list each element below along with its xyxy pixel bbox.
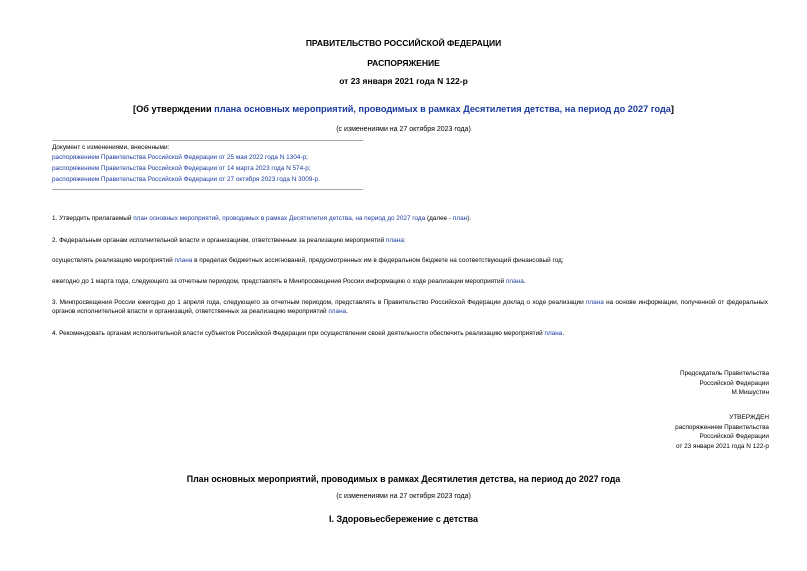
plan-short-link[interactable]: плана [585, 299, 604, 306]
section-heading: I. Здоровьесбережение с детства [328, 514, 479, 524]
plan-link[interactable]: план основных мероприятий, проводимых в рамках Десятилетия детства, на период до 2027 года [133, 215, 426, 222]
title-link[interactable]: плана основных мероприятий, проводимых в рамках Десятилетия детства, на период до 2027 года [214, 104, 671, 114]
signature-title: Председатель Правительства [680, 370, 769, 377]
plan-short-link[interactable]: плана [174, 257, 193, 264]
paragraph-3: 3. Минпросвещения России ежегодно до 1 апреля года, следующего за отчетным периодом, представлять в Правительство Российской Федерации доклад о ходе реализации плана на основе информации, полученной от федеральных органов исполнительной власти и организаций, ответственных за реализацию мероприятий плана. [52, 299, 768, 315]
plan-short-link[interactable]: плана [328, 308, 347, 315]
change-link-3[interactable]: распоряжением Правительства Российской Федерации от 27 октября 2023 года N 3009-р. [52, 176, 320, 183]
paragraph-2-sub-1: осуществлять реализацию мероприятий плана в пределах бюджетных ассигнований, предусмотренных им в федеральном бюджете на соответствующий финансовый год; [52, 257, 564, 264]
plan-short-link[interactable]: плана [544, 330, 563, 337]
paragraph-2-sub-2: ежегодно до 1 марта года, следующего за отчетным периодом, представлять в Минпросвещения России информацию о ходе реализации мероприятий плана. [52, 278, 526, 285]
signature-block [680, 369, 769, 398]
approval-heading: УТВЕРЖДЕН [729, 414, 769, 421]
document-type: РАСПОРЯЖЕНИЕ [367, 58, 440, 68]
signature-name: М.Мишустин [731, 389, 769, 396]
title-open: [Об утверждении [133, 104, 215, 114]
paragraph-1: 1. Утвердить прилагаемый план основных мероприятий, проводимых в рамках Десятилетия детства, на период до 2027 года (далее - план). [52, 215, 472, 222]
document-date-number: от 23 января 2021 года N 122-р [339, 76, 468, 86]
change-link-2[interactable]: распоряжением Правительства Российской Федерации от 14 марта 2023 года N 574-р; [52, 165, 311, 172]
paragraph-4: 4. Рекомендовать органам исполнительной власти субъектов Российской Федерации при осуществлении своей деятельности обеспечить реализацию мероприятий плана. [52, 330, 565, 337]
changes-intro: Документ с изменениями, внесенными: [52, 144, 170, 151]
changes-bottom-rule [52, 189, 363, 190]
plan-short-link[interactable]: плана [385, 237, 404, 244]
approval-block [675, 413, 769, 451]
paragraph-2: 2. Федеральным органам исполнительной власти и организациям, ответственным за реализацию мероприятий плана: [52, 237, 406, 244]
plan-short-link[interactable]: план [452, 215, 468, 222]
change-link-1[interactable]: распоряжением Правительства Российской Федерации от 25 мая 2022 года N 1304-р; [52, 154, 308, 161]
changes-top-rule [52, 140, 363, 141]
plan-title: План основных мероприятий, проводимых в рамках Десятилетия детства, на период до 2027 года [186, 474, 621, 484]
signature-country: Российской Федерации [699, 379, 769, 387]
plan-short-link[interactable]: плана [505, 278, 524, 285]
title-close: ] [670, 104, 674, 114]
plan-revision-note: (с изменениями на 27 октября 2023 года) [336, 493, 471, 500]
approval-line-4: от 23 января 2021 года N 122-р [676, 442, 769, 450]
revision-note: (с изменениями на 27 октября 2023 года) [336, 126, 471, 133]
document-title [0, 104, 807, 114]
approval-line-2: распоряжением Правительства [675, 423, 769, 431]
government-heading: ПРАВИТЕЛЬСТВО РОССИЙСКОЙ ФЕДЕРАЦИИ [305, 38, 502, 48]
approval-line-3: Российской Федерации [699, 433, 769, 440]
